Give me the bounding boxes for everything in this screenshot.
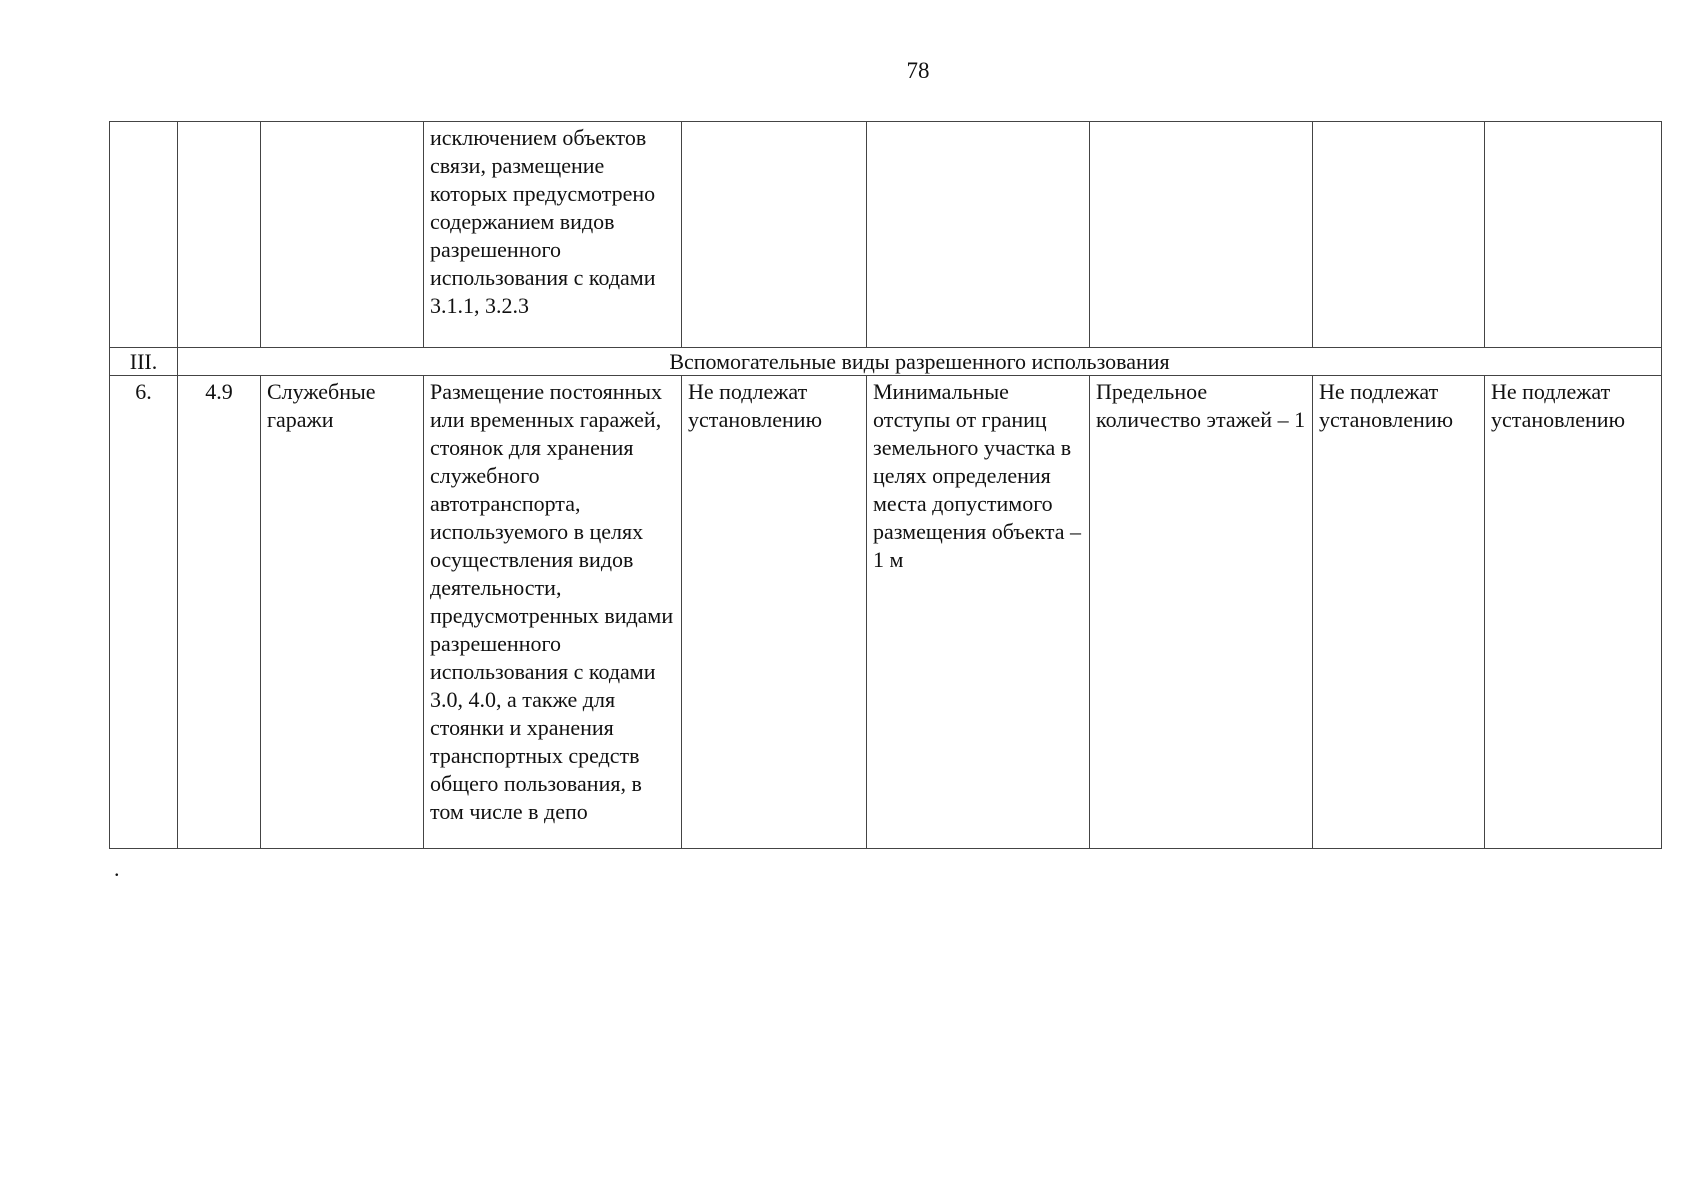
- cell-setbacks: Минимальные отступы от границ земельного участка в целях определения места допустимого размещения объекта – 1 м: [867, 376, 1090, 849]
- zoning-table: [109, 121, 1662, 849]
- cell-number: 6.: [110, 376, 178, 849]
- cell-name: Служебные гаражи: [261, 376, 424, 849]
- cell-floors: [1090, 122, 1313, 348]
- cell-other: Не подлежат установлению: [1485, 376, 1662, 849]
- cell-description: исключением объектов связи, размещение которых предусмотрено содержанием видов разрешенного использования с кодами 3.1.1, 3.2.3: [424, 122, 682, 348]
- trailing-mark: .: [114, 856, 120, 881]
- cell-description: Размещение постоянных или временных гаражей, стоянок для хранения служебного автотранспорта, используемого в целях осуществления видов деятельности, предусмотренных видами разрешенного использования с кодами 3.0, 4.0, а также для стоянки и хранения транспортных средств общего пользования, в том числе в депо: [424, 376, 682, 849]
- table-row-section: [110, 348, 1662, 376]
- cell-plot-size: [682, 122, 867, 348]
- cell-code: [178, 122, 261, 348]
- cell-setbacks: [867, 122, 1090, 348]
- section-title: Вспомогательные виды разрешенного использования: [178, 348, 1662, 376]
- cell-floors: Предельное количество этажей – 1: [1090, 376, 1313, 849]
- section-number: III.: [110, 348, 178, 376]
- cell-name: [261, 122, 424, 348]
- cell-plot-size: Не подлежат установлению: [682, 376, 867, 849]
- table-row-main: [110, 376, 1662, 849]
- cell-code: 4.9: [178, 376, 261, 849]
- cell-coverage: [1313, 122, 1485, 348]
- cell-number: [110, 122, 178, 348]
- page-number: 78: [906, 58, 930, 83]
- cell-other: [1485, 122, 1662, 348]
- table-row-continuation: [110, 122, 1662, 348]
- cell-coverage: Не подлежат установлению: [1313, 376, 1485, 849]
